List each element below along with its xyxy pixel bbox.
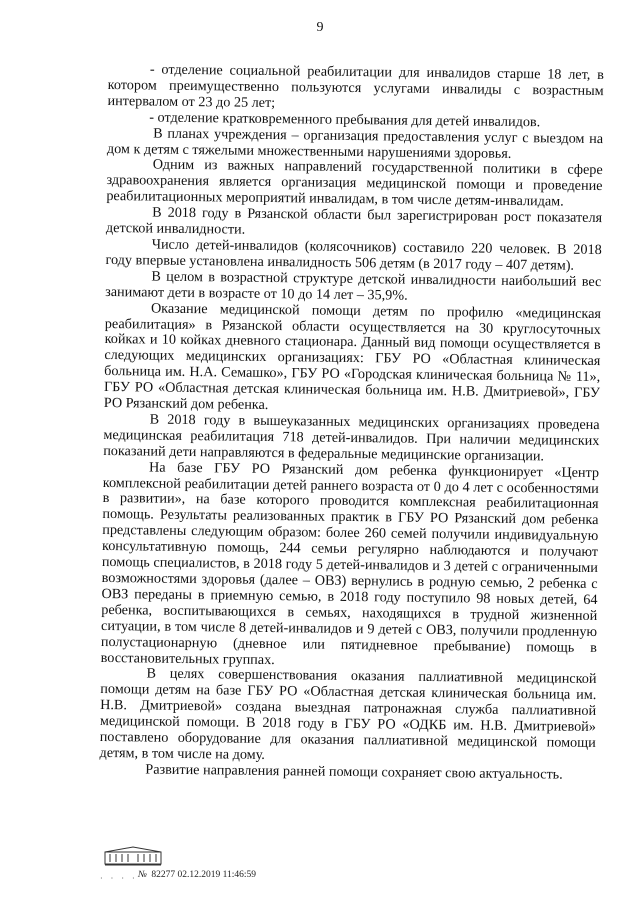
paragraph: Развитие направления ранней помощи сохраняет свою актуальность. xyxy=(145,761,563,783)
document-footer xyxy=(100,836,600,896)
stamp-registration-text: 82277 02.12.2019 11:46:59 xyxy=(151,870,257,880)
paragraph: В целом в возрастной структуре детской инвалидности наибольший вес занимают дети в возрасте от 10 до 14 лет – 35,9%. xyxy=(105,268,602,304)
registration-stamp xyxy=(138,870,256,880)
paragraph: В целях совершенствования оказания паллиативной медицинской помощи детям на базе ГБУ РО «Областная детская клиническая больница им. Н.В. Дмитриевой» создана выездная патронажная служба паллиативной медицинской помощи. В 2018 году в ГБУ РО «ОДКБ им. Н.В. Дмитриевой» поставлено оборудование для оказания паллиативной медицинской помощи детям, в том числе на дому. xyxy=(99,665,597,763)
list-item-dash: - отделение социальной реабилитации для инвалидов старше 18 лет, в котором преимущественно пользуются услугами инвалиды с возрастным интервалом от 23 до 25 лет; xyxy=(107,61,604,111)
paragraph: В 2018 году в вышеуказанных медицинских организациях проведена медицинская реабилитация 718 детей-инвалидов. При наличии медицинских показаний дети направляются в федеральные медицинские организации. xyxy=(103,411,600,465)
list-item-dash: - отделение кратковременного пребывания для детей инвалидов. xyxy=(149,109,541,131)
paragraph: Одним из важных направлений государственной политики в сфере здравоохранения является организация медицинской помощи и проведение реабилитационных мероприятий инвалидам, в том числе детям-инвалидам. xyxy=(106,156,603,210)
paragraph: Оказание медицинской помощи детям по профилю «медицинская реабилитация» в Рязанской области осуществляется на 30 круглосуточных койках и 10 койках дневного стационара. Данный вид помощи осуществляется в следующих медицинских организациях: ГБУ РО «Областная клиническая больница им. Н.А. Семашко», ГБУ РО «Городская клиническая больница № 11», ГБУ РО «Областная детская клиническая больница им. Н.В. Дмитриевой», ГБУ РО Рязанский дом ребенка. xyxy=(103,300,602,414)
stamp-dots: · · · · xyxy=(100,874,138,883)
document-body xyxy=(99,62,604,784)
paragraph: В 2018 году в Рязанской области был зарегистрирован рост показателя детской инвалидности. xyxy=(105,204,603,238)
paragraph: На базе ГБУ РО Рязанский дом ребенка функционирует «Центр комплексной реабилитации детей раннего возраста от 0 до 4 лет с особенностями в развитии», на базе которого проводится комплексная реабилитационная помощь. Результаты реализованных практик в ГБУ РО Рязанский дом ребенка представлены следующим образом: более 260 семей получили индивидуальную консультативную помощь, 244 семьи регулярно наблюдаются и получают помощь специалистов, в 2018 году 5 детей-инвалидов и 3 детей с ограниченными возможностями здоровья (далее – ОВЗ) вернулись в родную семью, 2 ребенка с ОВЗ переданы в приемную семью, в 2018 году поступило 98 новых детей, 64 ребенка, воспитывающихся в семьях, находящихся в трудной жизненной ситуации, в том числе 8 детей-инвалидов и 9 детей с ОВЗ, получили продленную полустационарную (дневное или пятидневное пребывание) помощь в восстановительных группах. xyxy=(100,459,600,668)
paragraph: Число детей-инвалидов (колясочников) составило 220 человек. В 2018 году впервые установлена инвалидность 506 детям (в 2017 году – 407 детям). xyxy=(105,236,602,274)
stamp-number-sign: № xyxy=(138,870,147,880)
registry-stamp-logo-icon xyxy=(104,846,162,866)
paragraph: В планах учреждения – организация предоставления услуг с выездом на дом к детям с тяжелыми множественными нарушениями здоровья. xyxy=(106,125,604,162)
page-number: 9 xyxy=(316,20,324,35)
